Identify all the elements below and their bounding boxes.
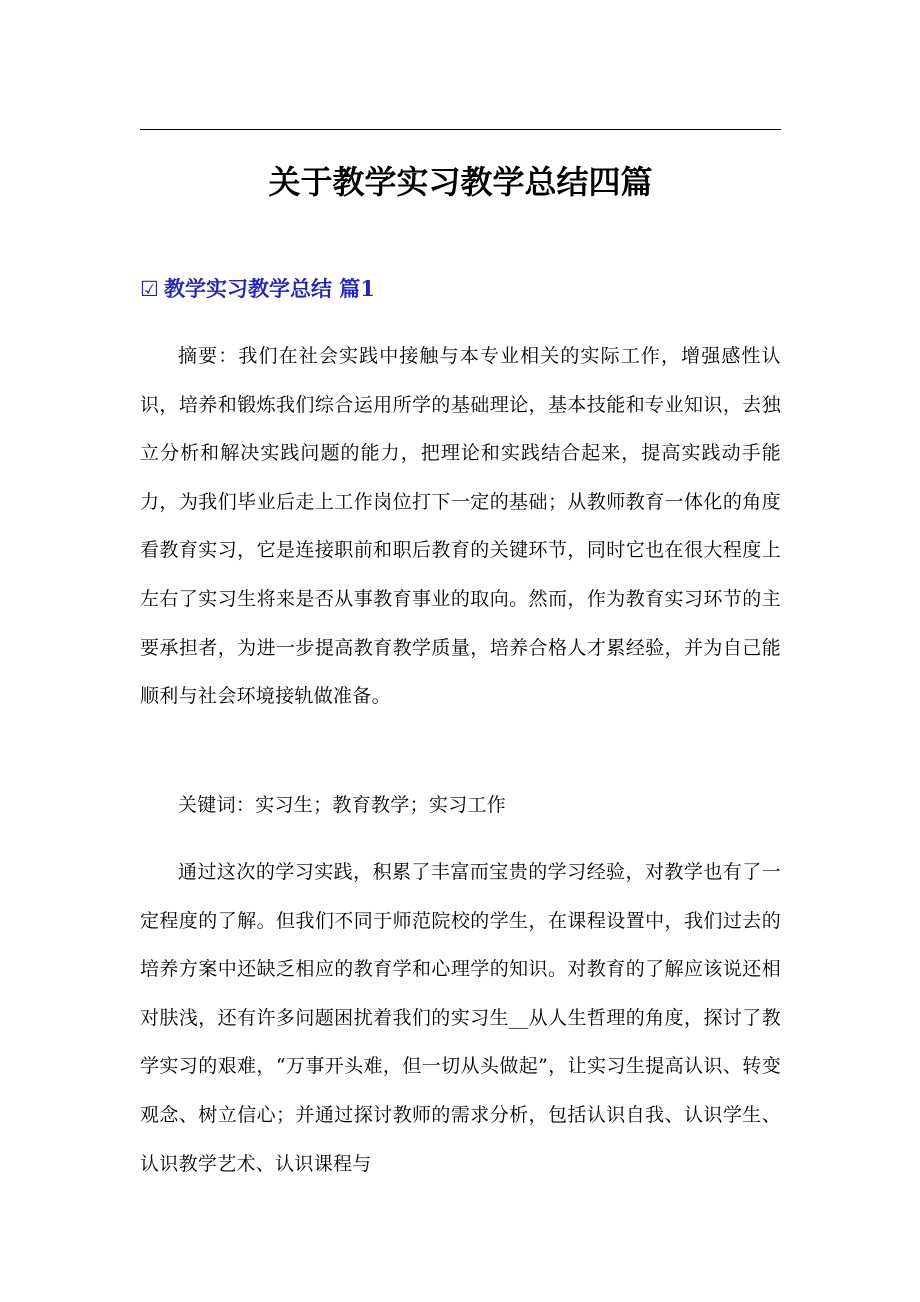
section-heading-text: 教学实习教学总结 篇1 xyxy=(164,276,375,301)
abstract-paragraph: 摘要：我们在社会实践中接触与本专业相关的实际工作，增强感性认识，培养和锻炼我们综合运用所学的基础理论，基本技能和专业知识，去独立分析和解决实践问题的能力，把理论和实践结合起来，提高实践动手能力，为我们毕业后走上工作岗位打下一定的基础；从教师教育一体化的角度看教育实习，它是连接职前和职后教育的关键环节，同时它也在很大程度上左右了实习生将来是否从事教育事业的取向。然而，作为教育实习环节的主要承担者，为进一步提高教育教学质量，培养合格人才累经验，并为自己能顺利与社会环境接轨做准备。 xyxy=(140,345,781,708)
body-paragraph: 通过这次的学习实践，积累了丰富而宝贵的学习经验，对教学也有了一定程度的了解。但我们不同于师范院校的学生，在课程设置中，我们过去的培养方案中还缺乏相应的教育学和心理学的知识。对教育的了解应该说还相对肤浅，还有许多问题困扰着我们的实习生__从人生哲理的角度，探讨了教学实习的艰难，“万事开头难，但一切从头做起”，让实习生提高认识、转变观念、树立信心；并通过探讨教师的需求分析，包括认识自我、认识学生、认识教学艺术、认识课程与 xyxy=(140,861,781,1175)
checkbox-checked-icon: ☑ xyxy=(140,277,159,301)
document-title: 关于教学实习教学总结四篇 xyxy=(268,163,653,201)
section-heading xyxy=(140,273,781,305)
keywords-paragraph: 关键词：实习生；教育教学；实习工作 xyxy=(178,794,507,816)
header-rule xyxy=(140,129,781,130)
